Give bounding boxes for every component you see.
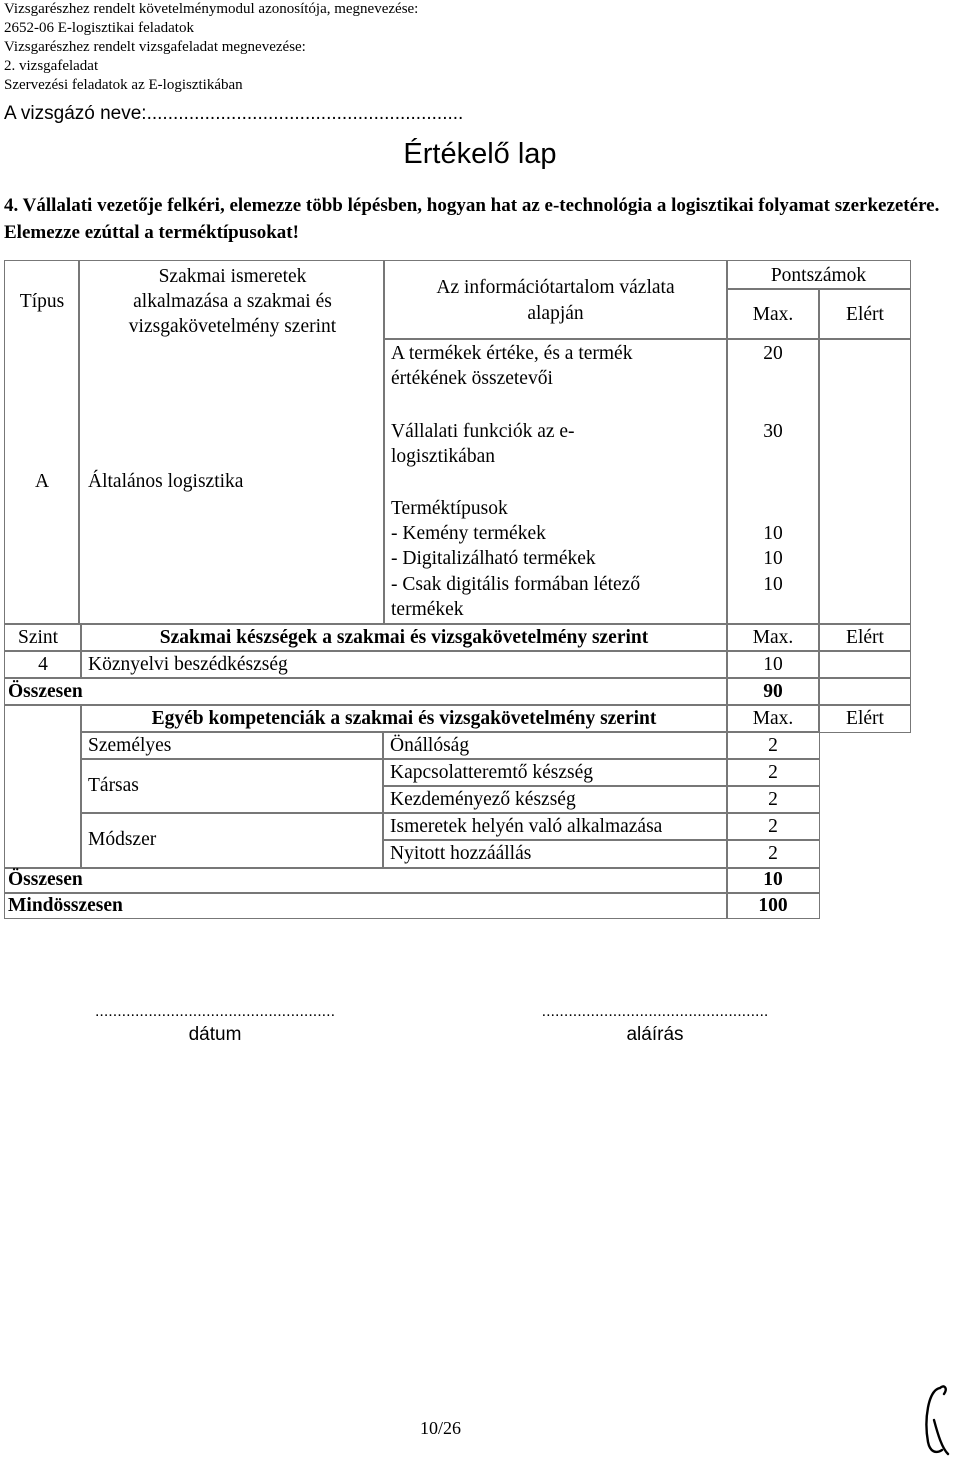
skills-total: 90 xyxy=(763,681,783,702)
page-number: 10/26 xyxy=(420,1418,462,1438)
grid-cell xyxy=(4,867,728,894)
info-row: - Digitalizálható termékek xyxy=(391,548,596,569)
info-row: értékének összetevői xyxy=(391,368,553,389)
skill-max: 10 xyxy=(763,654,783,675)
grid-cell xyxy=(4,704,82,869)
grid-cell xyxy=(818,677,911,706)
type-column xyxy=(4,260,80,625)
group-name: Személyes xyxy=(88,735,172,756)
level-value: 4 xyxy=(38,654,48,675)
competencies-achieved-header: Elért xyxy=(846,708,884,729)
skills-max-header: Max. xyxy=(752,627,794,648)
competencies-total: 10 xyxy=(763,869,783,890)
info-row: termékek xyxy=(391,599,464,620)
task-description: 4. Vállalati vezetője felkéri, elemezze több lépésben, hogyan hat az e-technológia a logisztikai folyamat szerkezetére. Elemezze ezúttal a terméktípusokat! xyxy=(4,195,940,243)
knowledge-value: Általános logisztika xyxy=(88,471,244,492)
competency-max: 2 xyxy=(768,762,778,783)
signature-line: ................................................... xyxy=(541,1003,769,1020)
grid-cell xyxy=(818,650,911,679)
signature-label: aláírás xyxy=(626,1024,684,1045)
date-label: dátum xyxy=(188,1024,242,1045)
module-id: 2652-06 E-logisztikai feladatok xyxy=(4,20,194,36)
achieved-header: Elért xyxy=(846,304,884,325)
max-value: 20 xyxy=(763,343,783,364)
competency-max: 2 xyxy=(768,843,778,864)
task-number: 2. vizsgafeladat xyxy=(4,58,99,74)
info-row: - Kemény termékek xyxy=(391,523,546,544)
group-name: Módszer xyxy=(88,829,157,850)
info-row: - Csak digitális formában létező xyxy=(391,574,641,595)
handwritten-initial xyxy=(918,1380,958,1460)
achieved-body-cell xyxy=(818,338,911,625)
page-title: Értékelő lap xyxy=(403,138,557,170)
knowledge-header-2: alkalmazása a szakmai és xyxy=(133,291,332,312)
info-header-1: Az információtartalom vázlata xyxy=(436,277,675,298)
date-line: ...................................................... xyxy=(94,1003,336,1020)
skill-name: Köznyelvi beszédkészség xyxy=(88,654,288,675)
type-header: Típus xyxy=(19,291,65,312)
module-label: Vizsgarészhez rendelt követelménymodul azonosítója, megnevezése: xyxy=(4,1,419,17)
competency-max: 2 xyxy=(768,789,778,810)
type-value: A xyxy=(34,471,50,492)
competency-item: Nyitott hozzáállás xyxy=(390,843,532,864)
competency-item: Kezdeményező készség xyxy=(390,789,576,810)
competencies-max-header: Max. xyxy=(752,708,794,729)
skills-header: Szakmai készségek a szakmai és vizsgakövetelmény szerint xyxy=(159,627,649,648)
max-value: 10 xyxy=(763,523,783,544)
task-label: Vizsgarészhez rendelt vizsgafeladat megnevezése: xyxy=(4,39,306,55)
knowledge-header-1: Szakmai ismeretek xyxy=(158,266,307,287)
max-value: 30 xyxy=(763,421,783,442)
task-name: Szervezési feladatok az E-logisztikában xyxy=(4,77,243,93)
competency-item: Önállóság xyxy=(390,735,470,756)
skills-total-label: Összesen xyxy=(8,681,83,702)
info-row: Terméktípusok xyxy=(391,498,508,519)
grand-total: 100 xyxy=(758,895,788,916)
group-name: Társas xyxy=(88,775,139,796)
knowledge-header-3: vizsgakövetelmény szerint xyxy=(128,316,337,337)
competencies-header: Egyéb kompetenciák a szakmai és vizsgakövetelmény szerint xyxy=(151,708,657,729)
level-header: Szint xyxy=(18,627,59,648)
info-row: Vállalati funkciók az e- xyxy=(391,421,575,442)
grid-cell xyxy=(4,677,728,706)
competency-max: 2 xyxy=(768,816,778,837)
max-value: 10 xyxy=(763,548,783,569)
max-header: Max. xyxy=(752,304,794,325)
grand-total-label: Mindösszesen xyxy=(8,895,123,916)
competency-max: 2 xyxy=(768,735,778,756)
max-value: 10 xyxy=(763,574,783,595)
info-row: logisztikában xyxy=(391,446,495,467)
info-row: A termékek értéke, és a termék xyxy=(391,343,633,364)
candidate-name: A vizsgázó neve:............................................................ xyxy=(4,103,464,124)
points-header: Pontszámok xyxy=(770,265,867,286)
competency-item: Kapcsolatteremtő készség xyxy=(390,762,594,783)
info-header-2: alapján xyxy=(527,303,584,324)
skills-achieved-header: Elért xyxy=(846,627,884,648)
competency-item: Ismeretek helyén való alkalmazása xyxy=(390,816,663,837)
competencies-total-label: Összesen xyxy=(8,869,83,890)
